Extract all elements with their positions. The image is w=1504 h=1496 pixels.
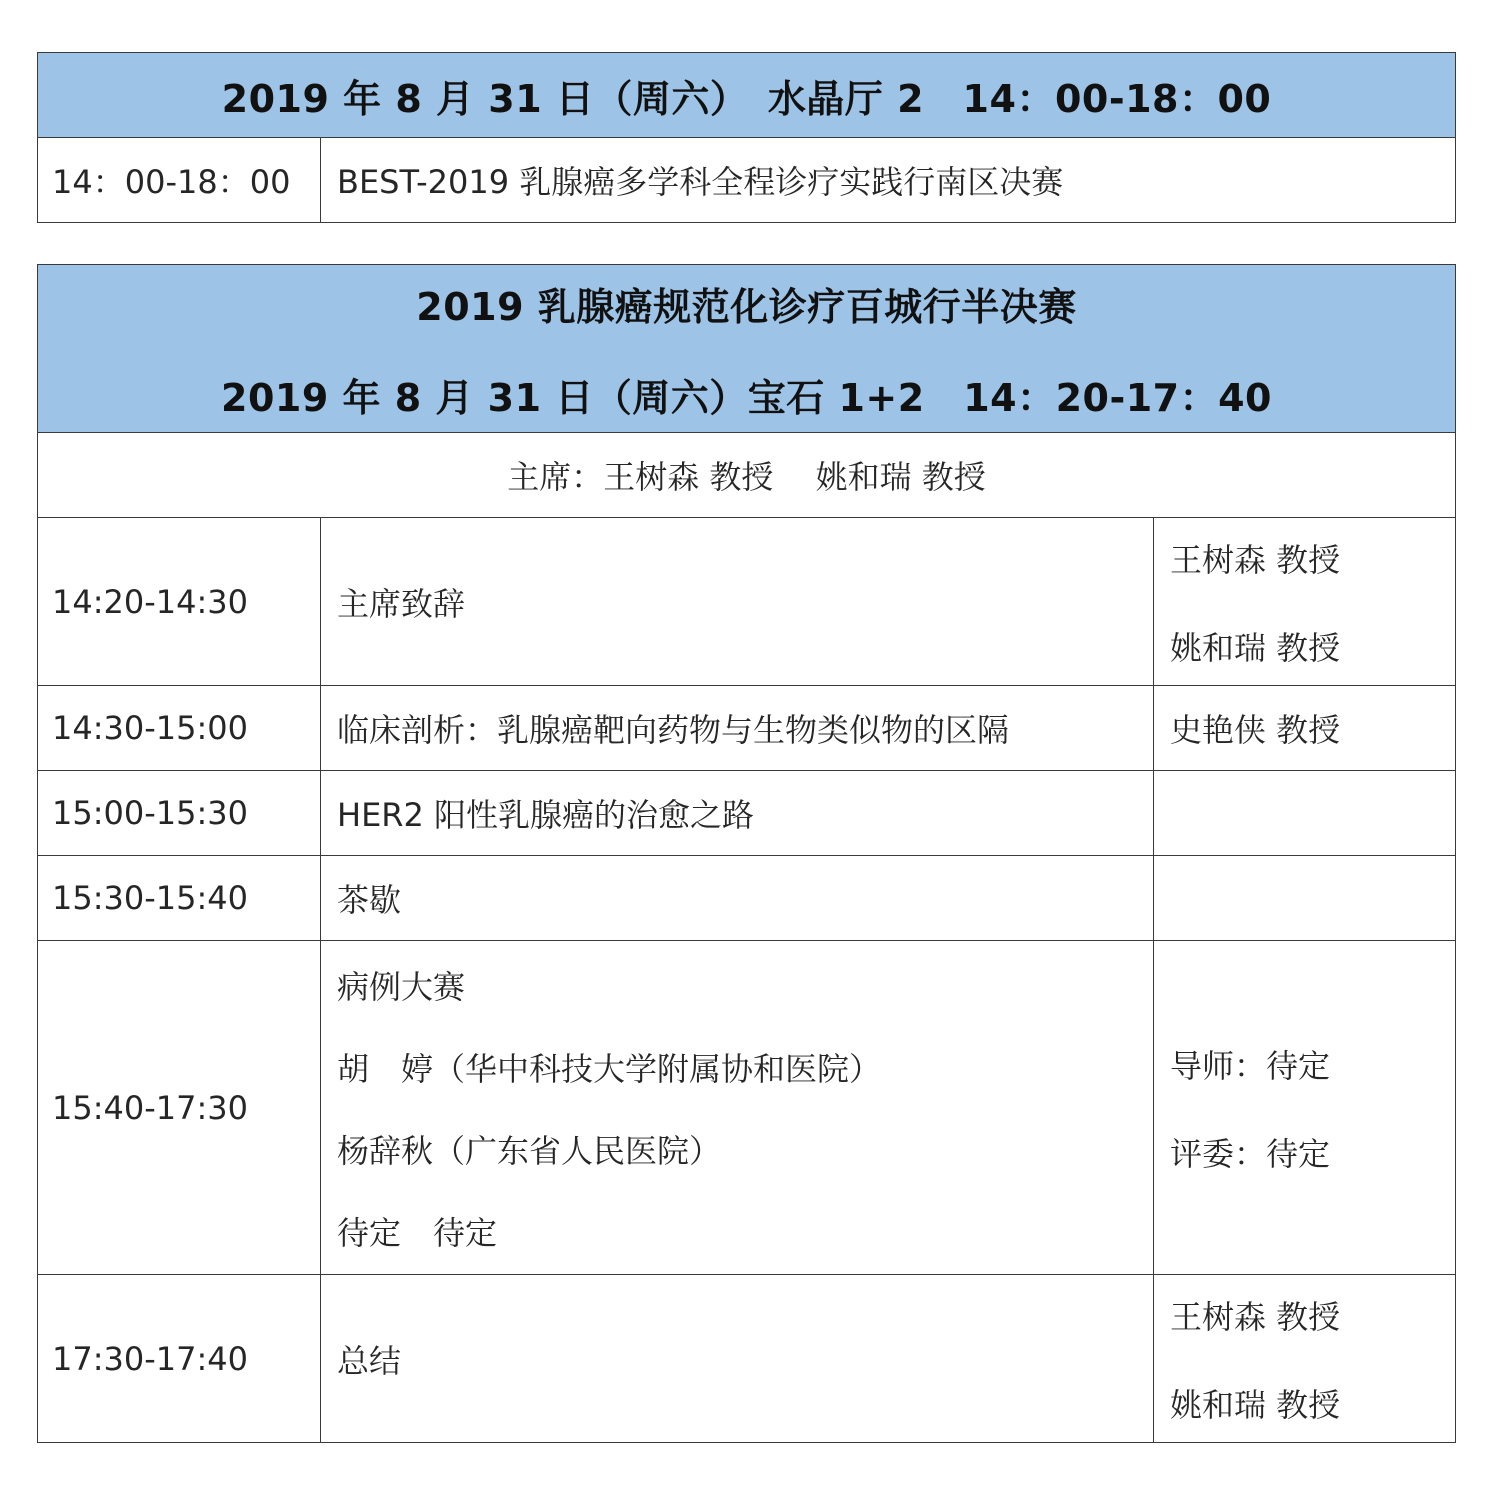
row-speaker bbox=[1154, 518, 1456, 686]
row-time: 14:20-14:30 bbox=[38, 518, 321, 686]
table-row bbox=[38, 1275, 1456, 1443]
topic-line: 待定 待定 bbox=[337, 1213, 498, 1252]
speaker-line: 姚和瑞 教授 bbox=[1170, 1385, 1341, 1424]
row-speaker bbox=[1154, 856, 1456, 941]
session2-header bbox=[38, 265, 1456, 433]
session1-title: BEST-2019 乳腺癌多学科全程诊疗实践行南区决赛 bbox=[321, 138, 1456, 223]
row-topic bbox=[321, 518, 1154, 686]
topic-line: 临床剖析：乳腺癌靶向药物与生物类似物的区隔 bbox=[337, 711, 1010, 749]
topic-line: HER2 阳性乳腺癌的治愈之路 bbox=[337, 796, 755, 834]
table-row bbox=[38, 856, 1456, 941]
speaker-line: 姚和瑞 教授 bbox=[1170, 628, 1341, 667]
session1-time: 14：00-18：00 bbox=[38, 138, 321, 223]
table-row bbox=[38, 771, 1456, 856]
speaker-line: 王树森 教授 bbox=[1170, 540, 1341, 579]
topic-line: 总结 bbox=[337, 1341, 402, 1380]
row-topic bbox=[321, 771, 1154, 856]
session2-title: 2019 乳腺癌规范化诊疗百城行半决赛 bbox=[416, 284, 1077, 329]
row-topic bbox=[321, 1275, 1154, 1443]
topic-line: 杨辞秋（广东省人民医院） bbox=[337, 1131, 722, 1170]
speaker-line: 导师：待定 bbox=[1170, 1046, 1331, 1085]
row-speaker bbox=[1154, 941, 1456, 1275]
session2-chair: 主席：王树森 教授 姚和瑞 教授 bbox=[38, 433, 1456, 518]
row-speaker bbox=[1154, 1275, 1456, 1443]
session1-table bbox=[37, 52, 1456, 223]
session1-header: 2019 年 8 月 31 日（周六） 水晶厅 2 14：00-18：00 bbox=[38, 53, 1456, 138]
topic-line: 病例大赛 bbox=[337, 967, 466, 1006]
row-speaker bbox=[1154, 686, 1456, 771]
speaker-line: 王树森 教授 bbox=[1170, 1297, 1341, 1336]
row-time: 15:30-15:40 bbox=[38, 856, 321, 941]
session2-datetime: 2019 年 8 月 31 日（周六）宝石 1+2 14：20-17：40 bbox=[221, 375, 1272, 420]
table-row bbox=[38, 518, 1456, 686]
row-topic bbox=[321, 856, 1154, 941]
table-row bbox=[38, 686, 1456, 771]
row-time: 15:40-17:30 bbox=[38, 941, 321, 1275]
row-time: 15:00-15:30 bbox=[38, 771, 321, 856]
row-speaker bbox=[1154, 771, 1456, 856]
speaker-line: 评委：待定 bbox=[1170, 1134, 1331, 1173]
session2-table bbox=[37, 264, 1456, 1443]
table-row bbox=[38, 941, 1456, 1275]
row-time: 17:30-17:40 bbox=[38, 1275, 321, 1443]
row-time: 14:30-15:00 bbox=[38, 686, 321, 771]
topic-line: 胡 婷（华中科技大学附属协和医院） bbox=[337, 1049, 882, 1088]
row-topic bbox=[321, 686, 1154, 771]
topic-line: 主席致辞 bbox=[337, 584, 466, 623]
speaker-line: 史艳侠 教授 bbox=[1170, 711, 1341, 749]
topic-line: 茶歇 bbox=[337, 881, 402, 919]
row-topic bbox=[321, 941, 1154, 1275]
